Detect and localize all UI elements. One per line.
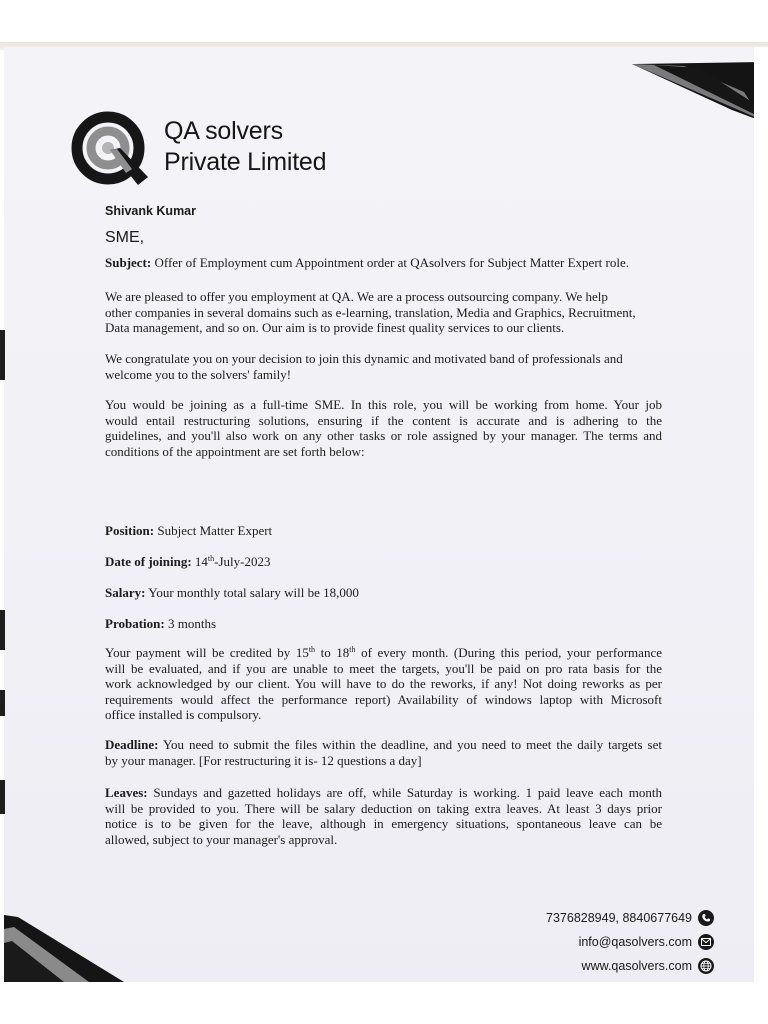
recipient-role: SME, [105, 229, 145, 246]
globe-icon [698, 958, 714, 974]
phone-icon [698, 910, 714, 926]
deadline-label: Deadline: [105, 737, 159, 752]
scan-edge-mark [0, 610, 5, 650]
qa-solvers-logo-icon [70, 111, 150, 189]
joining-month-year: -July-2023 [214, 554, 271, 569]
scan-right-margin [754, 47, 768, 982]
probation-label: Probation: [105, 616, 165, 631]
contact-block [504, 906, 714, 978]
payment-line: work acknowledged by our client. You will have to do the reworks, if any! Not doing reworks as per [105, 676, 662, 691]
contact-website: www.qasolvers.com [581, 959, 692, 973]
position-value: Subject Matter Expert [157, 523, 273, 538]
position-line [105, 523, 272, 539]
leaves-line: notice is to be given for the leave, although in emergency situations, spontaneous leave can be [105, 816, 662, 831]
intro-line: Data management, and so on. Our aim is to provide finest quality services to our clients. [105, 320, 565, 335]
scan-edge-mark [0, 780, 5, 814]
payment-suffix: th [349, 645, 356, 654]
probation-line [105, 616, 216, 632]
letter-sheet [4, 47, 754, 982]
leaves-paragraph [105, 785, 662, 847]
subject-line [105, 255, 629, 271]
payment-text: of every month. (During this period, your performance [355, 645, 662, 660]
deadline-paragraph [105, 737, 662, 768]
role-description-paragraph [105, 397, 662, 459]
company-name-line2: Private Limited [164, 148, 327, 176]
subject-label: Subject: [105, 255, 152, 270]
joining-day-suffix: th [207, 554, 215, 563]
contact-phone: 7376828949, 8840677649 [546, 911, 692, 925]
role-line: would entail restructuring solutions, ensuring if the content is accurate and is adhering to the [105, 412, 662, 428]
deadline-line [105, 737, 662, 753]
subject-text: Offer of Employment cum Appointment order at QAsolvers for Subject Matter Expert role. [154, 255, 629, 270]
intro-paragraph [105, 289, 636, 336]
role-line: conditions of the appointment are set forth below: [105, 443, 365, 459]
role-line: guidelines, and you'll also work on any other tasks or role assigned by your manager. The terms and [105, 428, 662, 443]
leaves-label: Leaves: [105, 785, 148, 800]
position-label: Position: [105, 523, 155, 538]
deadline-line: by your manager. [For restructuring it is- 12 questions a day] [105, 752, 422, 768]
leaves-line [105, 785, 662, 801]
joining-date-line [105, 554, 271, 570]
role-line: You would be joining as a full-time SME. In this role, you will be working from home. Your job [105, 397, 662, 412]
intro-line: We are pleased to offer you employment at QA. We are a process outsourcing company. We help [105, 289, 608, 304]
contact-email: info@qasolvers.com [578, 935, 692, 949]
leaves-line: will be provided to you. There will be salary deduction on taking extra leaves. At least 3 days prior [105, 800, 662, 816]
email-icon [698, 934, 714, 950]
intro-line: other companies in several domains such as e-learning, translation, Media and Graphics, Recruitment, [105, 304, 636, 320]
payment-line [105, 645, 662, 661]
decorative-corner-bottom-left [4, 907, 134, 982]
payment-text: to 18 [315, 645, 350, 660]
scan-bottom-margin [0, 982, 768, 1024]
congrats-line: We congratulate you on your decision to join this dynamic and motivated band of professionals and [105, 351, 623, 366]
decorative-corner-top-right [624, 62, 754, 122]
salary-label: Salary: [105, 585, 146, 600]
contact-phone-row [504, 906, 714, 930]
company-name-line1: QA solvers [164, 117, 283, 145]
payment-paragraph [105, 645, 662, 723]
probation-value: 3 months [167, 616, 217, 631]
contact-email-row [504, 930, 714, 954]
congrats-line: welcome you to the solvers' family! [105, 366, 292, 382]
payment-line: requirements would affect the performance report) Availability of windows laptop with Microsoft [105, 691, 662, 707]
payment-line: will be evaluated, and if you are unable to meet the targets, you'll be paid on pro rata basis for the [105, 660, 662, 676]
leaves-text: Sundays and gazetted holidays are off, while Saturday is working. 1 paid leave each month [153, 785, 662, 800]
salary-value: Your monthly total salary will be 18,000 [148, 585, 359, 600]
payment-text: Your payment will be credited by 15 [105, 645, 309, 660]
company-name [164, 116, 326, 178]
congrats-paragraph [105, 351, 623, 382]
payment-line: office installed is compulsory. [105, 707, 262, 722]
leaves-line: allowed, subject to your manager's approval. [105, 831, 338, 847]
deadline-text: You need to submit the files within the deadline, and you need to meet the daily targets set [162, 737, 662, 752]
scan-edge-mark [0, 330, 5, 380]
contact-website-row [504, 954, 714, 978]
payment-suffix: th [308, 645, 316, 654]
joining-day: 14 [194, 554, 208, 569]
scan-edge-mark [0, 690, 5, 716]
scan-top-margin [0, 0, 768, 44]
recipient-name: Shivank Kumar [105, 204, 197, 218]
salary-line [105, 585, 359, 601]
joining-label: Date of joining: [105, 554, 192, 569]
